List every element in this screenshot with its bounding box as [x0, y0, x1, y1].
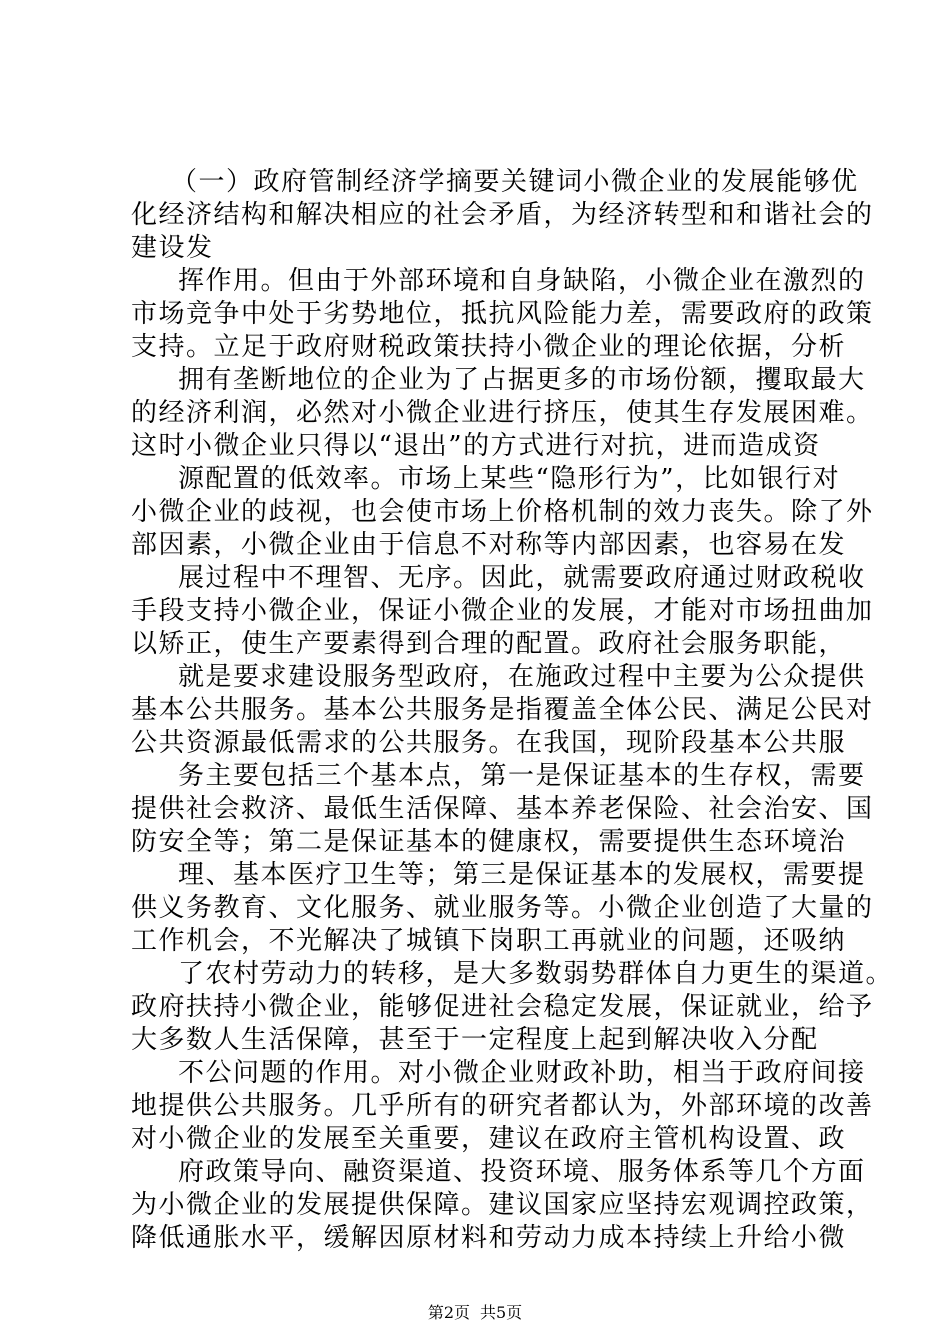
text-line: 了农村劳动力的转移，是大多数弱势群体自力更生的渠道。	[178, 959, 894, 989]
text-line: 理、基本医疗卫生等；第三是保证基本的发展权，需要提	[178, 860, 866, 890]
text-line: 小微企业的歧视，也会使市场上价格机制的效力丧失。除了外	[131, 497, 874, 527]
body-paragraph	[131, 463, 874, 562]
body-paragraph	[131, 859, 874, 958]
body-paragraph	[131, 364, 874, 463]
body-paragraph	[131, 661, 874, 760]
text-line: 为小微企业的发展提供保障。建议国家应坚持宏观调控政策，	[131, 1190, 874, 1220]
page-footer	[0, 1303, 950, 1323]
text-line: 不公问题的作用。对小微企业财政补助，相当于政府间接	[178, 1058, 866, 1088]
body-paragraph	[131, 166, 874, 265]
page-number: 第2页	[427, 1303, 470, 1322]
text-line: 这时小微企业只得以“退出”的方式进行对抗，进而造成资	[131, 431, 821, 461]
text-line: 拥有垄断地位的企业为了占据更多的市场份额，攫取最大	[178, 365, 866, 395]
text-line: 防安全等；第二是保证基本的健康权，需要提供生态环境治	[131, 827, 847, 857]
text-line: 府政策导向、融资渠道、投资环境、服务体系等几个方面	[178, 1157, 866, 1187]
text-line: 大多数人生活保障，甚至于一定程度上起到解决收入分配	[131, 1025, 819, 1055]
body-paragraph	[131, 265, 874, 364]
text-line: 工作机会，不光解决了城镇下岗职工再就业的问题，还吸纳	[131, 926, 847, 956]
text-line: 基本公共服务。基本公共服务是指覆盖全体公民、满足公民对	[131, 695, 874, 725]
text-line: 公共资源最低需求的公共服务。在我国，现阶段基本公共服	[131, 728, 847, 758]
text-line: 供义务教育、文化服务、就业服务等。小微企业创造了大量的	[131, 893, 874, 923]
text-line: 对小微企业的发展至关重要，建议在政府主管机构设置、政	[131, 1124, 847, 1154]
body-paragraph	[131, 1057, 874, 1156]
text-line: 挥作用。但由于外部环境和自身缺陷，小微企业在激烈的	[178, 266, 866, 296]
body-paragraph	[131, 1156, 874, 1255]
text-line: 提供社会救济、最低生活保障、基本养老保险、社会治安、国	[131, 794, 874, 824]
text-line: 源配置的低效率。市场上某些“隐形行为”，比如银行对	[178, 464, 841, 494]
text-line: 部因素，小微企业由于信息不对称等内部因素，也容易在发	[131, 530, 847, 560]
text-line: 以矫正，使生产要素得到合理的配置。政府社会服务职能，	[131, 629, 847, 659]
text-line: 展过程中不理智、无序。因此，就需要政府通过财政税收	[178, 563, 866, 593]
text-line: 支持。立足于政府财税政策扶持小微企业的理论依据，分析	[131, 332, 847, 362]
text-line: 市场竞争中处于劣势地位，抵抗风险能力差，需要政府的政策	[131, 299, 874, 329]
text-line: （一）政府管制经济学摘要关键词小微企业的发展能够优	[171, 167, 859, 197]
text-line: 建设发	[131, 233, 214, 263]
text-line: 降低通胀水平，缓解因原材料和劳动力成本持续上升给小微	[131, 1223, 847, 1253]
text-line: 手段支持小微企业，保证小微企业的发展，才能对市场扭曲加	[131, 596, 874, 626]
body-paragraph	[131, 760, 874, 859]
text-line: 务主要包括三个基本点，第一是保证基本的生存权，需要	[178, 761, 866, 791]
page-total: 共5页	[480, 1303, 523, 1322]
text-line: 的经济利润，必然对小微企业进行挤压，使其生存发展困难。	[131, 398, 874, 428]
document-body	[131, 166, 894, 1255]
text-line: 化经济结构和解决相应的社会矛盾，为经济转型和和谐社会的	[131, 200, 874, 230]
text-line: 就是要求建设服务型政府，在施政过程中主要为公众提供	[178, 662, 866, 692]
body-paragraph	[131, 958, 894, 1057]
text-line: 地提供公共服务。几乎所有的研究者都认为，外部环境的改善	[131, 1091, 874, 1121]
body-paragraph	[131, 562, 874, 661]
text-line: 政府扶持小微企业，能够促进社会稳定发展，保证就业，给予	[131, 992, 874, 1022]
